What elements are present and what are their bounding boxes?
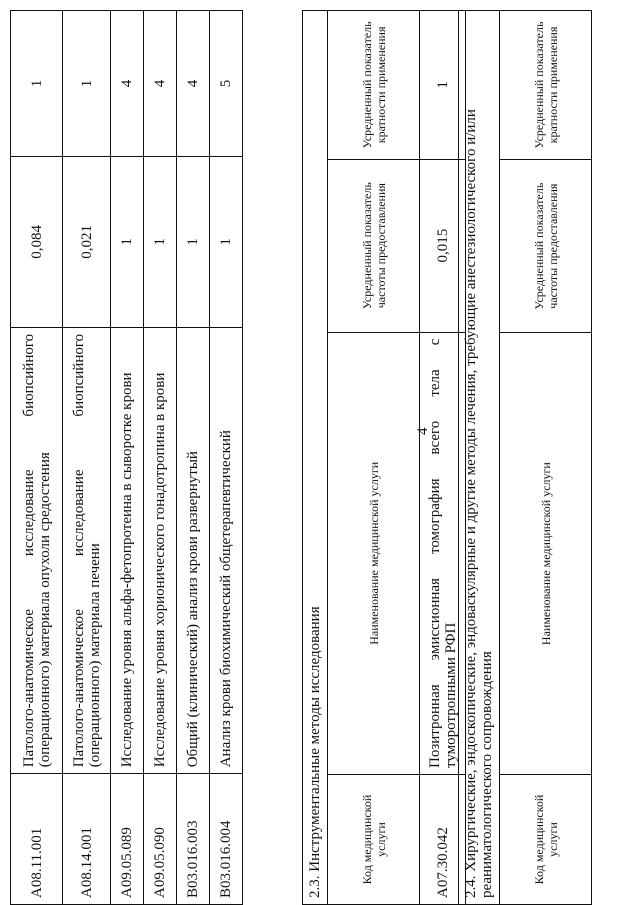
service-code: A07.30.042 [420,775,466,905]
service-code: B03.016.004 [210,774,243,905]
service-code: A09.05.089 [111,774,144,905]
service-name: Патолого-анатомическое исследование биопсийного (операционного) материала печени [63,327,111,773]
header-frequency: Усредненный показатель частоты предоставления [500,159,592,332]
page-number: 4 [415,427,431,435]
frequency-value: 1 [144,156,177,327]
header-multiplicity: Усредненный показатель кратности применения [500,11,592,160]
table-row [111,11,144,905]
service-code: A08.11.001 [11,774,63,905]
table-row [63,11,111,905]
service-name: Общий (клинический) анализ крови развернутый [177,327,210,773]
service-name: Исследование уровня хорионического гонадотропина в крови [144,327,177,773]
frequency-value: 1 [177,156,210,327]
multiplicity-value: 1 [420,11,466,160]
frequency-value: 1 [210,156,243,327]
header-code: Код медицинской услуги [328,775,420,905]
section-2-3-title: 2.3. Инструментальные методы исследования [303,11,328,905]
service-name: Позитронная эмиссионная томография всего тела с туморотропными РФП [420,332,466,774]
service-name: Анализ крови биохимический общетерапевтический [210,327,243,773]
service-name: Патолого-анатомическое исследование биопсийного (операционного) материала опухоли средостения [11,327,63,773]
multiplicity-value: 4 [177,11,210,157]
header-name: Наименование медицинской услуги [500,333,592,775]
service-code: A08.14.001 [63,774,111,905]
instrumental-methods-table [302,10,466,905]
header-multiplicity: Усредненный показатель кратности применения [328,11,420,160]
header-code: Код медицинской услуги [500,774,592,904]
multiplicity-value: 5 [210,11,243,157]
service-code: B03.016.003 [177,774,210,905]
multiplicity-value: 4 [111,11,144,157]
service-name: Исследование уровня альфа-фетопротеина в сыворотке крови [111,327,144,773]
table-row [11,11,63,905]
table-row [144,11,177,905]
multiplicity-value: 1 [63,11,111,157]
frequency-value: 0,084 [11,156,63,327]
header-frequency: Усредненный показатель частоты предоставления [328,159,420,332]
frequency-value: 1 [111,156,144,327]
table-row [210,11,243,905]
frequency-value: 0,015 [420,159,466,332]
surgical-methods-table [458,10,592,905]
lab-services-table [10,10,243,905]
multiplicity-value: 1 [11,11,63,157]
section-2-4-title: 2.4. Хирургические, эндоскопические, эндоваскулярные и другие методы лечения, требующие анестезиологического и/или реаниматологического сопровождения [459,11,500,905]
table-row [177,11,210,905]
service-code: A09.05.090 [144,774,177,905]
header-name: Наименование медицинской услуги [328,332,420,774]
frequency-value: 0,021 [63,156,111,327]
multiplicity-value: 4 [144,11,177,157]
